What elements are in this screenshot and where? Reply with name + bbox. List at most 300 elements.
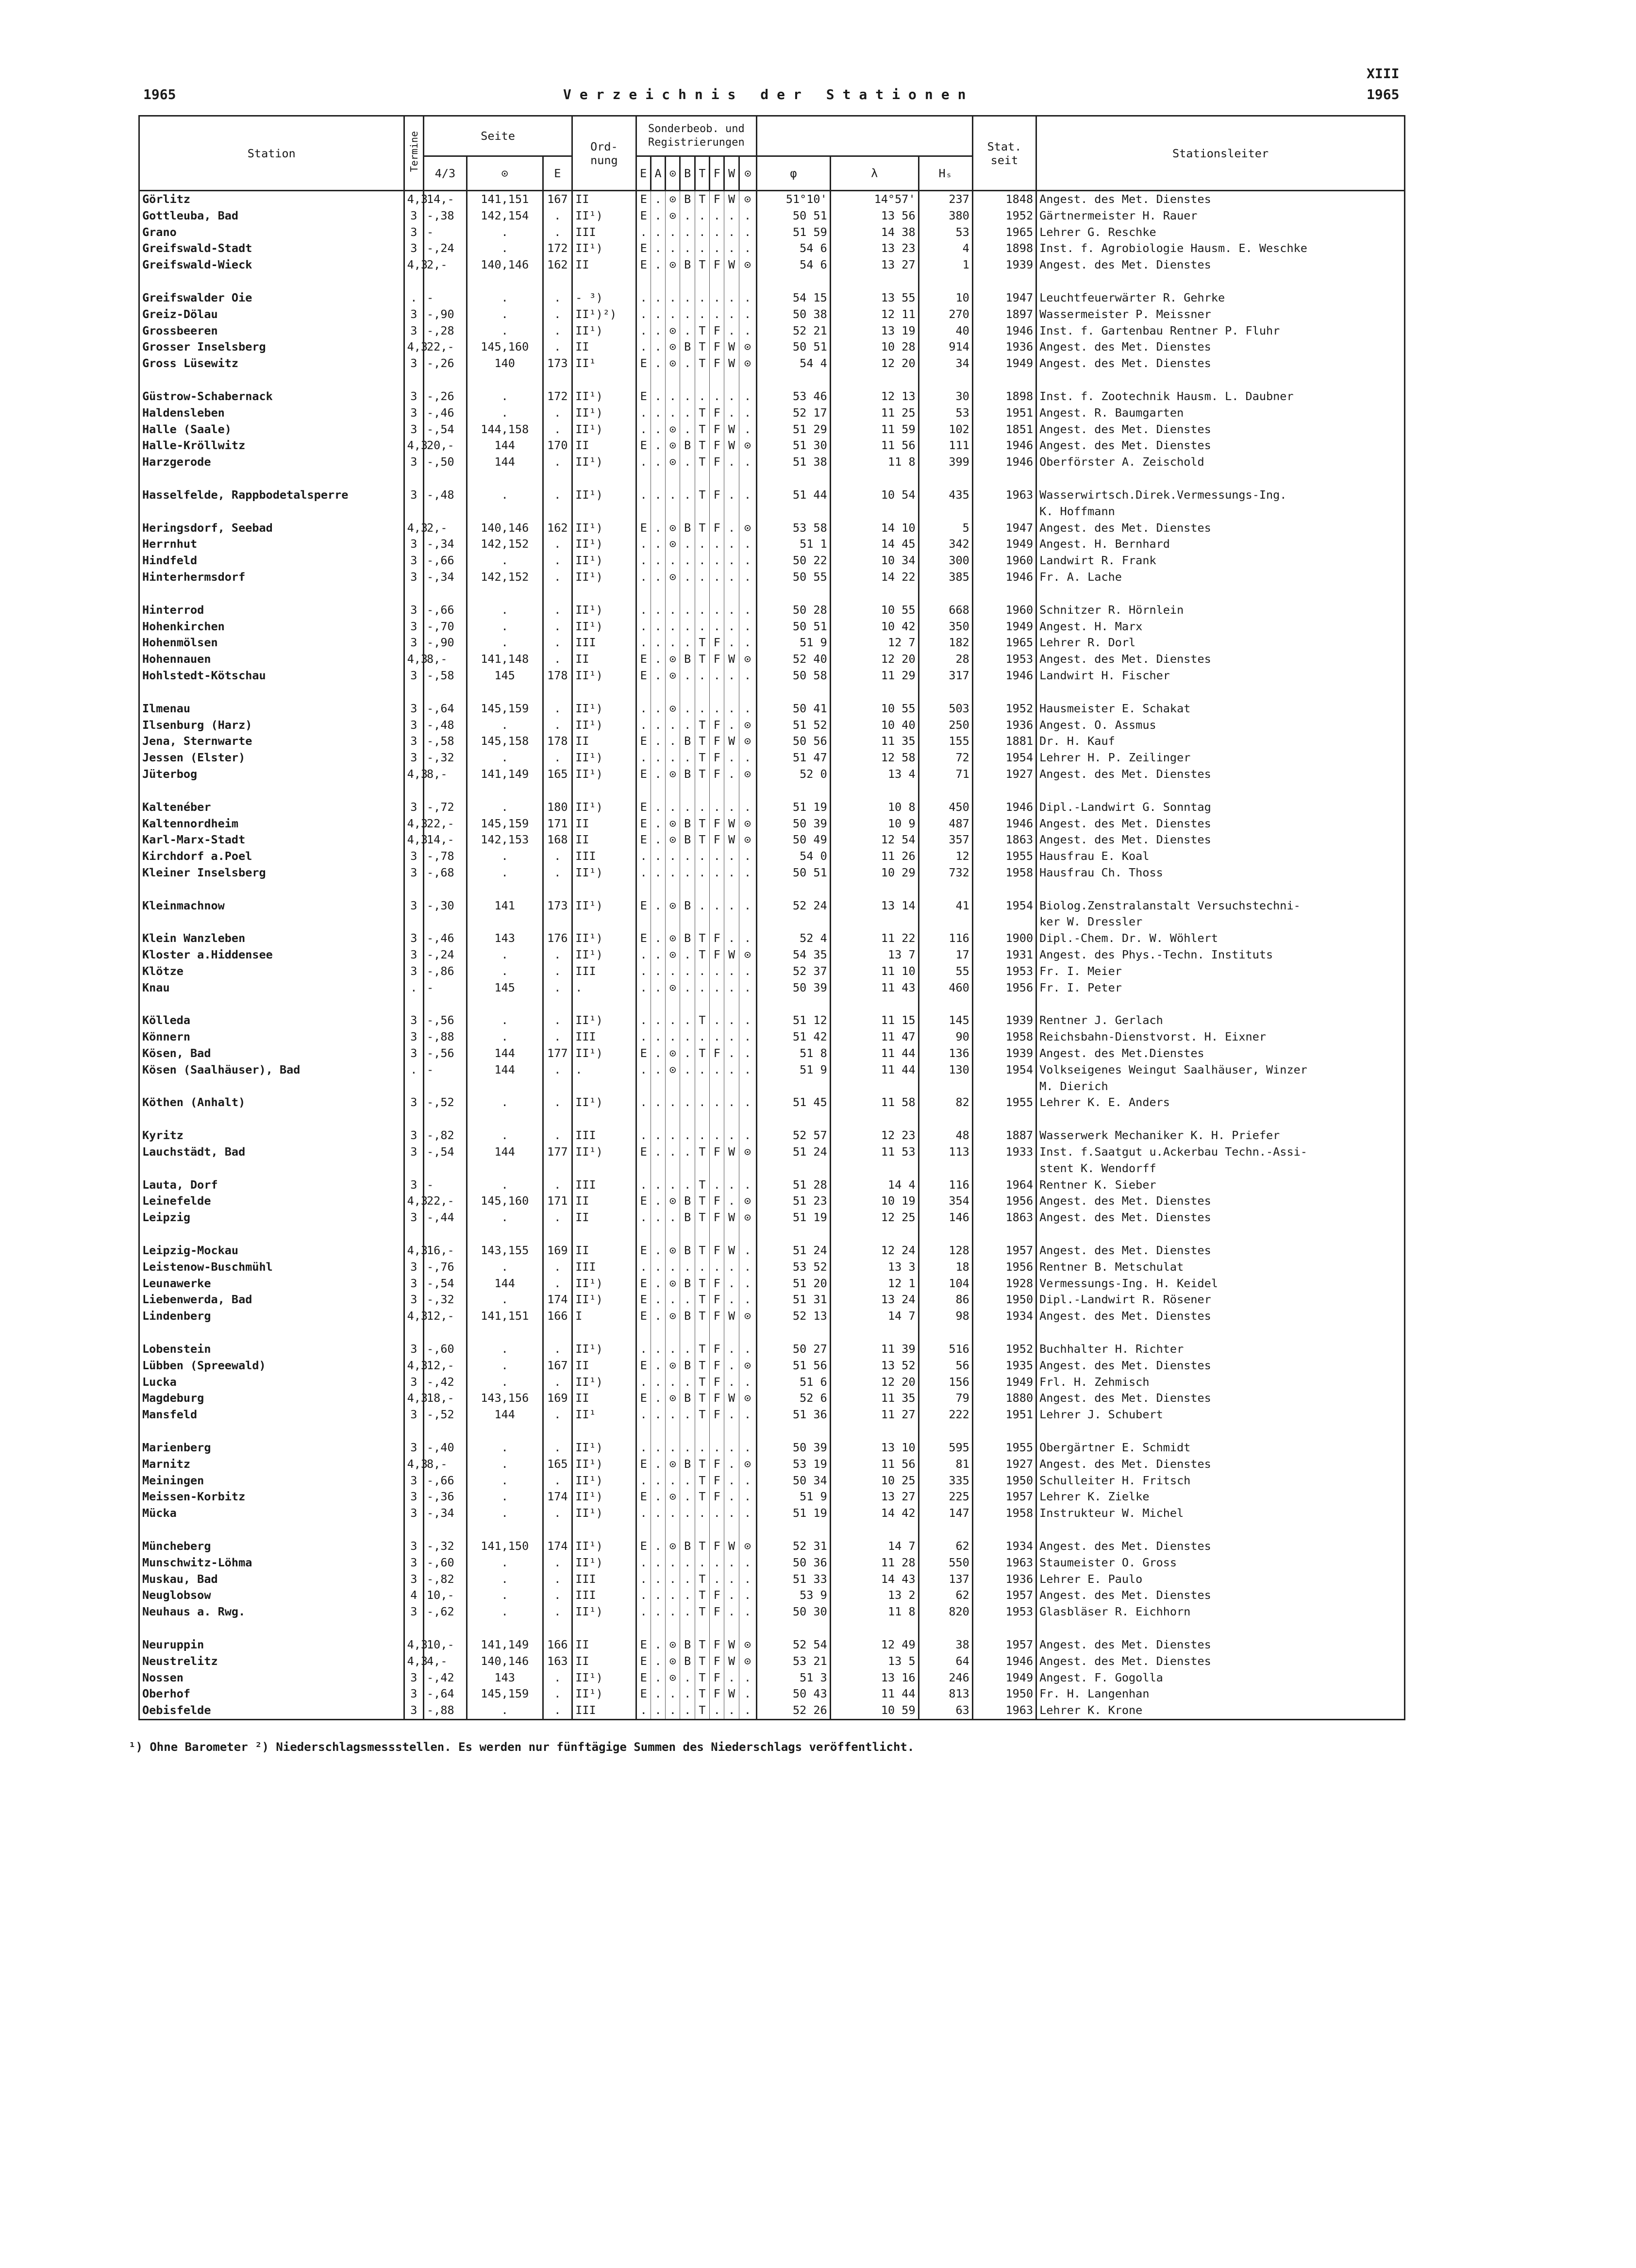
lambda-cell: 13 3 (830, 1259, 918, 1276)
table-row (139, 208, 1405, 224)
station-name: Marienberg (139, 1440, 404, 1456)
flag-cell: . (680, 701, 695, 717)
flag-cell: ⊙ (666, 766, 680, 783)
flag-cell: . (680, 1489, 695, 1505)
seite-43-cell: -,64 (424, 701, 467, 717)
leiter-cell: Dipl.-Landwirt G. Sonntag (1036, 799, 1405, 816)
seite-circle-cell: . (467, 717, 543, 734)
stat-seit-cell: 1954 (972, 750, 1036, 766)
flag-cell: . (710, 848, 724, 865)
hs-cell: 28 (918, 651, 972, 668)
seite-circle-cell: . (467, 1587, 543, 1604)
flag-cell: F (710, 816, 724, 832)
flag-cell: E (636, 520, 651, 537)
station-name (139, 504, 404, 520)
flag-cell: . (680, 1029, 695, 1045)
stat-seit-cell: 1897 (972, 306, 1036, 323)
leiter-cell: Hausmeister E. Schakat (1036, 701, 1405, 717)
hs-cell: 450 (918, 799, 972, 816)
hs-cell: 10 (918, 290, 972, 306)
stat-seit-cell (972, 1160, 1036, 1177)
ordnung-cell: III (572, 635, 636, 651)
flag-cell: . (666, 1686, 680, 1702)
flag-cell: T (695, 1177, 709, 1193)
flag-cell: E (636, 355, 651, 372)
flag-cell: . (651, 1686, 665, 1702)
flag-cell: . (651, 930, 665, 947)
phi-cell: 50 56 (757, 733, 831, 750)
flag-cell: . (724, 930, 739, 947)
termine-cell: 4,3 (404, 1456, 423, 1473)
flag-cell: E (636, 1193, 651, 1210)
hs-cell: 17 (918, 947, 972, 963)
ordnung-cell: II¹) (572, 405, 636, 421)
phi-cell: 51 56 (757, 1358, 831, 1374)
flag-cell: . (651, 816, 665, 832)
seite-43-cell: 12,- (424, 1308, 467, 1325)
flag-cell: . (739, 1587, 756, 1604)
flag-cell (739, 504, 756, 520)
stat-seit-cell: 1964 (972, 1177, 1036, 1193)
lambda-cell: 11 22 (830, 930, 918, 947)
flag-cell: F (710, 257, 724, 273)
station-name: Lobenstein (139, 1341, 404, 1358)
flag-cell: E (636, 1637, 651, 1653)
termine-cell: 3 (404, 1604, 423, 1620)
stat-seit-cell: 1953 (972, 1604, 1036, 1620)
station-name: Grano (139, 224, 404, 241)
lambda-cell: 13 10 (830, 1440, 918, 1456)
seite-43-cell: -,56 (424, 1012, 467, 1029)
lambda-cell: 10 19 (830, 1193, 918, 1210)
seite-43-cell: -,64 (424, 1686, 467, 1702)
termine-cell: 3 (404, 898, 423, 914)
flag-cell: . (636, 339, 651, 355)
station-name: Magdeburg (139, 1390, 404, 1407)
station-name: Görlitz (139, 191, 404, 208)
seite-43-cell: 2,- (424, 520, 467, 537)
flag-cell: . (651, 1473, 665, 1489)
flag-cell (695, 1078, 709, 1095)
station-name: Greifswald-Stadt (139, 240, 404, 257)
lambda-cell: 13 16 (830, 1670, 918, 1686)
table-row (139, 1604, 1405, 1620)
flag-cell (651, 914, 665, 930)
ordnung-cell: II (572, 1210, 636, 1226)
seite-43-cell: -,72 (424, 799, 467, 816)
flag-cell: T (695, 1193, 709, 1210)
flag-cell: . (695, 224, 709, 241)
flag-cell: . (651, 240, 665, 257)
phi-cell: 52 54 (757, 1637, 831, 1653)
termine-cell: 4,3 (404, 1193, 423, 1210)
flag-cell: . (666, 635, 680, 651)
seite-43-cell: -,50 (424, 454, 467, 470)
row-spacer (139, 470, 1405, 487)
stat-seit-cell: 1848 (972, 191, 1036, 208)
flag-cell: . (651, 1440, 665, 1456)
flag-cell: . (710, 1012, 724, 1029)
row-spacer (139, 881, 1405, 898)
seite-e-cell: . (543, 1177, 572, 1193)
flag-cell: . (739, 405, 756, 421)
seite-43-cell: -,52 (424, 1407, 467, 1423)
seite-43-cell: -,44 (424, 1210, 467, 1226)
stat-seit-cell: 1887 (972, 1127, 1036, 1144)
hs-cell: 116 (918, 1177, 972, 1193)
seite-43-cell: 8,- (424, 651, 467, 668)
flag-cell: B (680, 651, 695, 668)
flag-cell: . (724, 1473, 739, 1489)
flag-cell: . (680, 388, 695, 405)
flag-cell: . (724, 520, 739, 537)
flag-cell: B (680, 1193, 695, 1210)
flag-cell: T (695, 405, 709, 421)
ordnung-cell: II (572, 1653, 636, 1670)
ordnung-cell: II¹) (572, 520, 636, 537)
flag-cell: . (739, 1341, 756, 1358)
ordnung-cell: II¹) (572, 1555, 636, 1571)
leiter-cell: Fr. A. Lache (1036, 569, 1405, 586)
flag-cell: . (739, 1670, 756, 1686)
seite-43-cell: - (424, 1177, 467, 1193)
flag-cell: F (710, 421, 724, 438)
seite-e-cell: . (543, 1259, 572, 1276)
flag-cell: T (695, 1276, 709, 1292)
station-name: Leipzig-Mockau (139, 1243, 404, 1259)
flag-cell: . (724, 799, 739, 816)
seite-circle-cell: 140,146 (467, 1653, 543, 1670)
flag-cell: . (710, 224, 724, 241)
table-row (139, 1029, 1405, 1045)
flag-cell (680, 504, 695, 520)
table-row (139, 1407, 1405, 1423)
ordnung-cell: II¹) (572, 1670, 636, 1686)
seite-e-cell: . (543, 635, 572, 651)
phi-cell: 54 0 (757, 848, 831, 865)
flag-cell: . (710, 865, 724, 881)
flag-cell: . (666, 733, 680, 750)
flag-cell: . (651, 1587, 665, 1604)
ordnung-cell: II¹) (572, 1489, 636, 1505)
leiter-cell: Dipl.-Landwirt R. Rösener (1036, 1292, 1405, 1308)
flag-cell (666, 504, 680, 520)
flag-cell: T (695, 437, 709, 454)
flag-cell: . (695, 1062, 709, 1078)
flag-cell (724, 914, 739, 930)
flag-cell: . (739, 1440, 756, 1456)
leiter-cell: Angest. des Met. Dienstes (1036, 1243, 1405, 1259)
table-row (139, 388, 1405, 405)
stat-seit-cell: 1946 (972, 799, 1036, 816)
flag-cell: ⊙ (666, 191, 680, 208)
ordnung-cell: II¹) (572, 1341, 636, 1358)
flag-cell: B (680, 930, 695, 947)
flag-cell: . (739, 1374, 756, 1391)
seite-circle-cell: . (467, 799, 543, 816)
flag-cell: . (695, 306, 709, 323)
seite-43-cell: -,66 (424, 553, 467, 569)
stat-seit-cell: 1955 (972, 1094, 1036, 1111)
station-name: Grossbeeren (139, 323, 404, 339)
ordnung-cell: II¹) (572, 1505, 636, 1522)
flag-cell: . (724, 1670, 739, 1686)
phi-cell: 53 58 (757, 520, 831, 537)
flag-cell: ⊙ (666, 1062, 680, 1078)
flag-cell: . (651, 553, 665, 569)
flag-cell: B (680, 1538, 695, 1555)
flag-cell: . (739, 1702, 756, 1719)
flag-cell: ⊙ (666, 651, 680, 668)
flag-cell: T (695, 1390, 709, 1407)
seite-e-cell: . (543, 1473, 572, 1489)
ordnung-cell: III (572, 848, 636, 865)
flag-cell: . (710, 1571, 724, 1588)
flag-cell: E (636, 1456, 651, 1473)
flag-cell (695, 914, 709, 930)
seite-43-cell: -,34 (424, 569, 467, 586)
hs-cell: 550 (918, 1555, 972, 1571)
flag-cell: . (724, 454, 739, 470)
lambda-cell: 11 26 (830, 848, 918, 865)
seite-e-cell: 168 (543, 832, 572, 848)
station-name: Hohlstedt-Kötschau (139, 668, 404, 684)
leiter-cell: Wasserwirtsch.Direk.Vermessungs-Ing. (1036, 487, 1405, 504)
flag-cell: ⊙ (666, 421, 680, 438)
lambda-cell: 11 53 (830, 1144, 918, 1160)
flag-cell: . (636, 1702, 651, 1719)
stat-seit-cell: 1965 (972, 224, 1036, 241)
stat-seit-cell: 1960 (972, 602, 1036, 619)
station-name: Kölleda (139, 1012, 404, 1029)
flag-cell: . (651, 339, 665, 355)
phi-cell (757, 1078, 831, 1095)
flag-cell: . (636, 1374, 651, 1391)
flag-cell: T (695, 421, 709, 438)
hs-cell: 98 (918, 1308, 972, 1325)
ordnung-cell: II¹) (572, 619, 636, 635)
flag-cell: . (724, 1292, 739, 1308)
flag-cell: . (724, 898, 739, 914)
seite-circle-cell: . (467, 1358, 543, 1374)
seite-circle-cell: . (467, 1259, 543, 1276)
flag-cell: . (636, 1177, 651, 1193)
table-row (139, 1555, 1405, 1571)
phi-cell: 52 37 (757, 963, 831, 980)
station-name: Kyritz (139, 1127, 404, 1144)
lambda-cell: 11 28 (830, 1555, 918, 1571)
termine-cell: 3 (404, 848, 423, 865)
flag-cell: . (680, 602, 695, 619)
flag-cell: . (636, 1407, 651, 1423)
flag-cell: W (724, 191, 739, 208)
ordnung-cell: II¹) (572, 569, 636, 586)
flag-cell: W (724, 816, 739, 832)
flag-cell: W (724, 257, 739, 273)
seite-43-cell: -,26 (424, 355, 467, 372)
leiter-cell: Oberförster A. Zeischold (1036, 454, 1405, 470)
termine-cell: 4,3 (404, 520, 423, 537)
termine-cell: 3 (404, 208, 423, 224)
seite-circle-cell: . (467, 1127, 543, 1144)
termine-cell: 3 (404, 1177, 423, 1193)
table-row (139, 1012, 1405, 1029)
flag-cell: . (636, 1473, 651, 1489)
flag-cell: . (680, 1012, 695, 1029)
seite-e-cell: . (543, 224, 572, 241)
flag-cell: . (710, 1555, 724, 1571)
flag-cell: E (636, 651, 651, 668)
flag-cell: ⊙ (739, 191, 756, 208)
stat-seit-cell: 1957 (972, 1243, 1036, 1259)
flag-cell: . (636, 1587, 651, 1604)
leiter-cell: Hausfrau Ch. Thoss (1036, 865, 1405, 881)
flag-cell: . (680, 1259, 695, 1276)
flag-cell (710, 504, 724, 520)
flag-cell: . (651, 355, 665, 372)
stat-seit-cell: 1957 (972, 1489, 1036, 1505)
flag-cell: ⊙ (666, 930, 680, 947)
ordnung-cell: II (572, 1358, 636, 1374)
flag-cell: . (651, 1276, 665, 1292)
termine-cell: 4,3 (404, 339, 423, 355)
stat-seit-cell: 1960 (972, 553, 1036, 569)
station-name: Lucka (139, 1374, 404, 1391)
flag-cell: . (739, 1177, 756, 1193)
seite-circle-cell: . (467, 290, 543, 306)
lambda-cell: 11 47 (830, 1029, 918, 1045)
flag-header: F (710, 156, 724, 191)
flag-header: W (724, 156, 739, 191)
station-name: Ilsenburg (Harz) (139, 717, 404, 734)
flag-cell: . (739, 602, 756, 619)
flag-cell: . (651, 1094, 665, 1111)
flag-cell: . (680, 224, 695, 241)
seite-43-cell: - (424, 224, 467, 241)
flag-cell: ⊙ (739, 832, 756, 848)
seite-e-cell (543, 1160, 572, 1177)
flag-cell: . (651, 487, 665, 504)
flag-cell: . (636, 487, 651, 504)
flag-cell: . (710, 1702, 724, 1719)
flag-cell: E (636, 1390, 651, 1407)
flag-cell: . (710, 1259, 724, 1276)
lambda-cell: 12 24 (830, 1243, 918, 1259)
station-name: Gross Lüsewitz (139, 355, 404, 372)
flag-cell: . (666, 306, 680, 323)
seite-43-cell (424, 1078, 467, 1095)
seite-circle-cell: . (467, 947, 543, 963)
stat-seit-cell: 1946 (972, 437, 1036, 454)
table-row (139, 1210, 1405, 1226)
station-name: Lauta, Dorf (139, 1177, 404, 1193)
table-row (139, 1374, 1405, 1391)
flag-cell: . (695, 1127, 709, 1144)
year-left: 1965 (143, 86, 176, 102)
flag-cell: . (680, 619, 695, 635)
seite-e-cell: 167 (543, 1358, 572, 1374)
seite-circle-cell: 145,159 (467, 701, 543, 717)
seite-43-cell: -,42 (424, 1670, 467, 1686)
seite-43-cell: 8,- (424, 1456, 467, 1473)
flag-cell: B (680, 437, 695, 454)
termine-cell: 3 (404, 668, 423, 684)
hs-cell: 595 (918, 1440, 972, 1456)
flag-cell: . (724, 306, 739, 323)
flag-cell: F (710, 1686, 724, 1702)
flag-cell: . (651, 1341, 665, 1358)
station-name: Mücka (139, 1505, 404, 1522)
flag-cell: B (680, 339, 695, 355)
lambda-cell: 14 7 (830, 1538, 918, 1555)
station-name: Muskau, Bad (139, 1571, 404, 1588)
station-name: Leistenow-Buschmühl (139, 1259, 404, 1276)
flag-cell: B (680, 257, 695, 273)
station-name: Jessen (Elster) (139, 750, 404, 766)
flag-cell (680, 1160, 695, 1177)
flag-cell: T (695, 1637, 709, 1653)
flag-cell: . (724, 1193, 739, 1210)
table-row (139, 1670, 1405, 1686)
flag-header: ⊙ (666, 156, 680, 191)
flag-cell: . (710, 980, 724, 996)
flag-cell: . (724, 1374, 739, 1391)
flag-cell: W (724, 1653, 739, 1670)
flag-cell: T (695, 1538, 709, 1555)
ordnung-cell: . (572, 1062, 636, 1078)
flag-cell: . (695, 980, 709, 996)
lambda-cell: 12 25 (830, 1210, 918, 1226)
station-name: Neuhaus a. Rwg. (139, 1604, 404, 1620)
flag-cell: W (724, 421, 739, 438)
leiter-cell: Rentner K. Sieber (1036, 1177, 1405, 1193)
seite-43-cell: -,82 (424, 1127, 467, 1144)
flag-cell: . (739, 930, 756, 947)
flag-cell: . (680, 1555, 695, 1571)
seite-circle-cell: 145,160 (467, 1193, 543, 1210)
hs-cell: 222 (918, 1407, 972, 1423)
leiter-cell: Rentner J. Gerlach (1036, 1012, 1405, 1029)
phi-cell: 51 19 (757, 1505, 831, 1522)
leiter-cell: Angest. des Met. Dienstes (1036, 1210, 1405, 1226)
lambda-cell: 14 42 (830, 1505, 918, 1522)
phi-cell: 52 31 (757, 1538, 831, 1555)
flag-cell: F (710, 1390, 724, 1407)
termine-cell: 3 (404, 553, 423, 569)
flag-cell: E (636, 1538, 651, 1555)
seite-circle-cell: . (467, 602, 543, 619)
termine-cell: 4,3 (404, 437, 423, 454)
flag-cell: T (695, 1374, 709, 1391)
seite-43-cell: -,48 (424, 487, 467, 504)
flag-cell: . (724, 1702, 739, 1719)
seite-43-cell: -,90 (424, 306, 467, 323)
flag-cell: B (680, 1210, 695, 1226)
seite-43-cell: -,68 (424, 865, 467, 881)
flag-cell: . (651, 191, 665, 208)
stat-seit-header: Stat. seit (972, 116, 1036, 191)
table-row (139, 1505, 1405, 1522)
flag-cell: T (695, 1571, 709, 1588)
seite-43-cell: -,66 (424, 1473, 467, 1489)
flag-cell: . (724, 1276, 739, 1292)
station-name: Grosser Inselsberg (139, 339, 404, 355)
flag-cell: . (680, 290, 695, 306)
flag-cell: . (739, 1505, 756, 1522)
flag-cell: F (710, 1637, 724, 1653)
seite-43-cell: -,78 (424, 848, 467, 865)
lambda-cell: 11 8 (830, 1604, 918, 1620)
